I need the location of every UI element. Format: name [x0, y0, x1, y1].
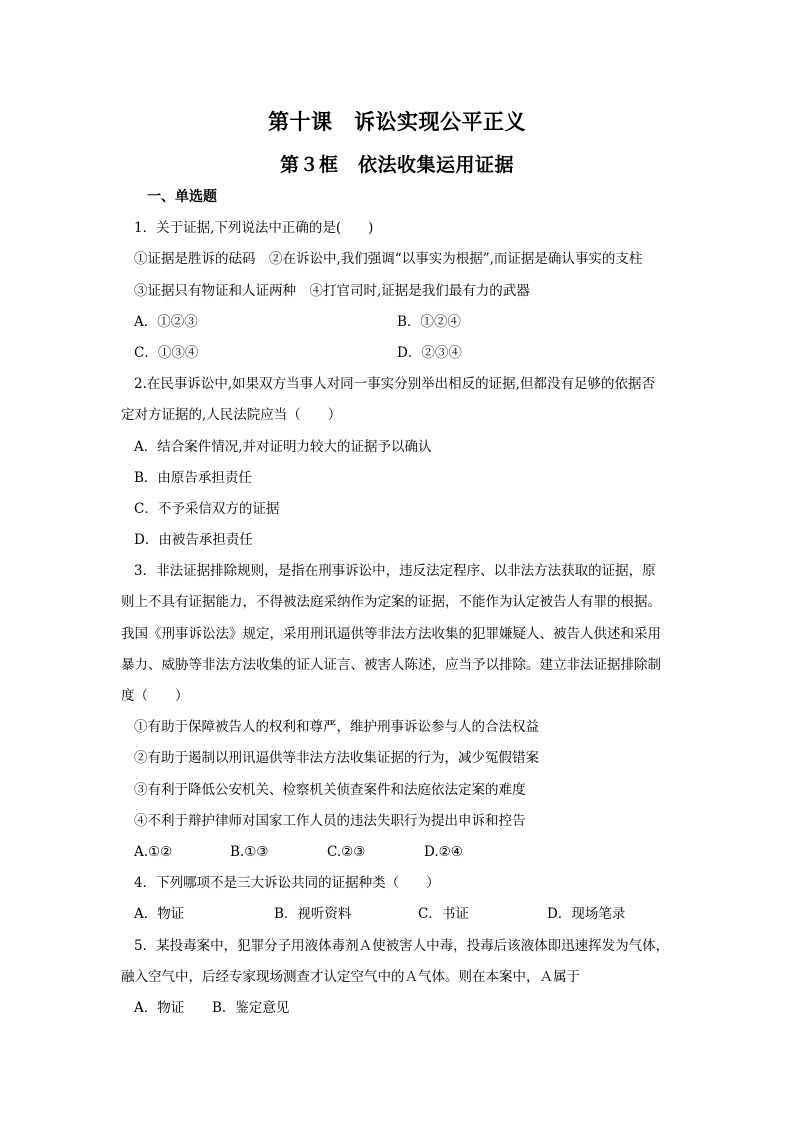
- q3-item-line: ③有利于降低公安机关、检察机关侦查案件和法庭依法定案的难度: [134, 782, 526, 798]
- q1-stem: 1．关于证据,下列说法中正确的是( ): [134, 220, 374, 236]
- q4-option-b: B．视听资料: [274, 906, 352, 922]
- q1-option-b: B．①②④: [397, 314, 461, 330]
- q3-stem-line: 度（ ）: [121, 688, 189, 704]
- q3-stem-line: 则上不具有证据能力，不得被法庭采纳作为定案的证据，不能作为认定被告人有罪的根据。: [121, 594, 661, 610]
- q2-option-a: A．结合案件情况,并对证明力较大的证据予以确认: [134, 439, 432, 455]
- q3-stem-line: 3．非法证据排除规则，是指在刑事诉讼中，违反法定程序、以非法方法获取的证据，原: [134, 563, 656, 579]
- q3-option-d: D.②④: [424, 844, 463, 860]
- q2-stem-line: 2.在民事诉讼中,如果双方当事人对同一事实分别举出相反的证据,但都没有足够的依据否: [134, 376, 655, 392]
- section-subtitle: 第３框 依法收集运用证据: [279, 154, 514, 176]
- q5-option-a: A．物证: [134, 1000, 185, 1016]
- q1-option-c: C．①③④: [134, 345, 199, 361]
- q5-stem-line: 5．某投毒案中，犯罪分子用液体毒剂Ａ使被害人中毒，投毒后该液体即迅速挥发为气体，: [134, 938, 670, 954]
- q3-stem-line: 我国《刑事诉讼法》规定，采用刑讯逼供等非法方法收集的犯罪嫌疑人、被告人供述和采用: [121, 626, 661, 642]
- q2-option-d: D．由被告承担责任: [134, 532, 253, 548]
- q3-item-line: ①有助于保障被告人的权利和尊严，维护刑事诉讼参与人的合法权益: [134, 719, 539, 735]
- q4-option-c: C．书证: [418, 906, 469, 922]
- q4-option-d: D．现场笔录: [547, 906, 626, 922]
- q2-stem-line: 定对方证据的,人民法院应当（ ）: [121, 407, 342, 423]
- question-type-heading: 一、单选题: [147, 189, 217, 205]
- q1-item-line: ①证据是胜诉的砝码 ②在诉讼中,我们强调“以事实为根据”,而证据是确认事实的支柱: [134, 251, 643, 267]
- q4-stem: 4．下列哪项不是三大诉讼共同的证据种类（ ）: [134, 875, 440, 891]
- lesson-title: 第十课 诉讼实现公平正义: [268, 110, 526, 134]
- q1-item-line: ③证据只有物证和人证两种 ④打官司时,证据是我们最有力的武器: [134, 283, 530, 299]
- q3-item-line: ④不利于辩护律师对国家工作人员的违法失职行为提出申诉和控告: [134, 813, 526, 829]
- q5-stem-line: 融入空气中，后经专家现场测查才认定空气中的Ａ气体。则在本案中，Ａ属于: [121, 969, 580, 985]
- q1-option-d: D．②③④: [397, 345, 462, 361]
- q2-option-b: B．由原告承担责任: [134, 470, 252, 486]
- q3-option-c: C.②③: [327, 844, 366, 860]
- q3-item-line: ②有助于遏制以刑讯逼供等非法方法收集证据的行为，减少冤假错案: [134, 750, 539, 766]
- q3-option-b: B.①③: [230, 844, 269, 860]
- q4-option-a: A．物证: [134, 906, 185, 922]
- q1-option-a: A．①②③: [134, 314, 198, 330]
- q2-option-c: C．不予采信双方的证据: [134, 501, 280, 517]
- q3-stem-line: 暴力、威胁等非法方法收集的证人证言、被害人陈述，应当予以排除。建立非法证据排除制: [121, 657, 661, 673]
- q5-option-b: B．鉴定意见: [212, 1000, 290, 1016]
- q3-option-a: A.①②: [134, 844, 173, 860]
